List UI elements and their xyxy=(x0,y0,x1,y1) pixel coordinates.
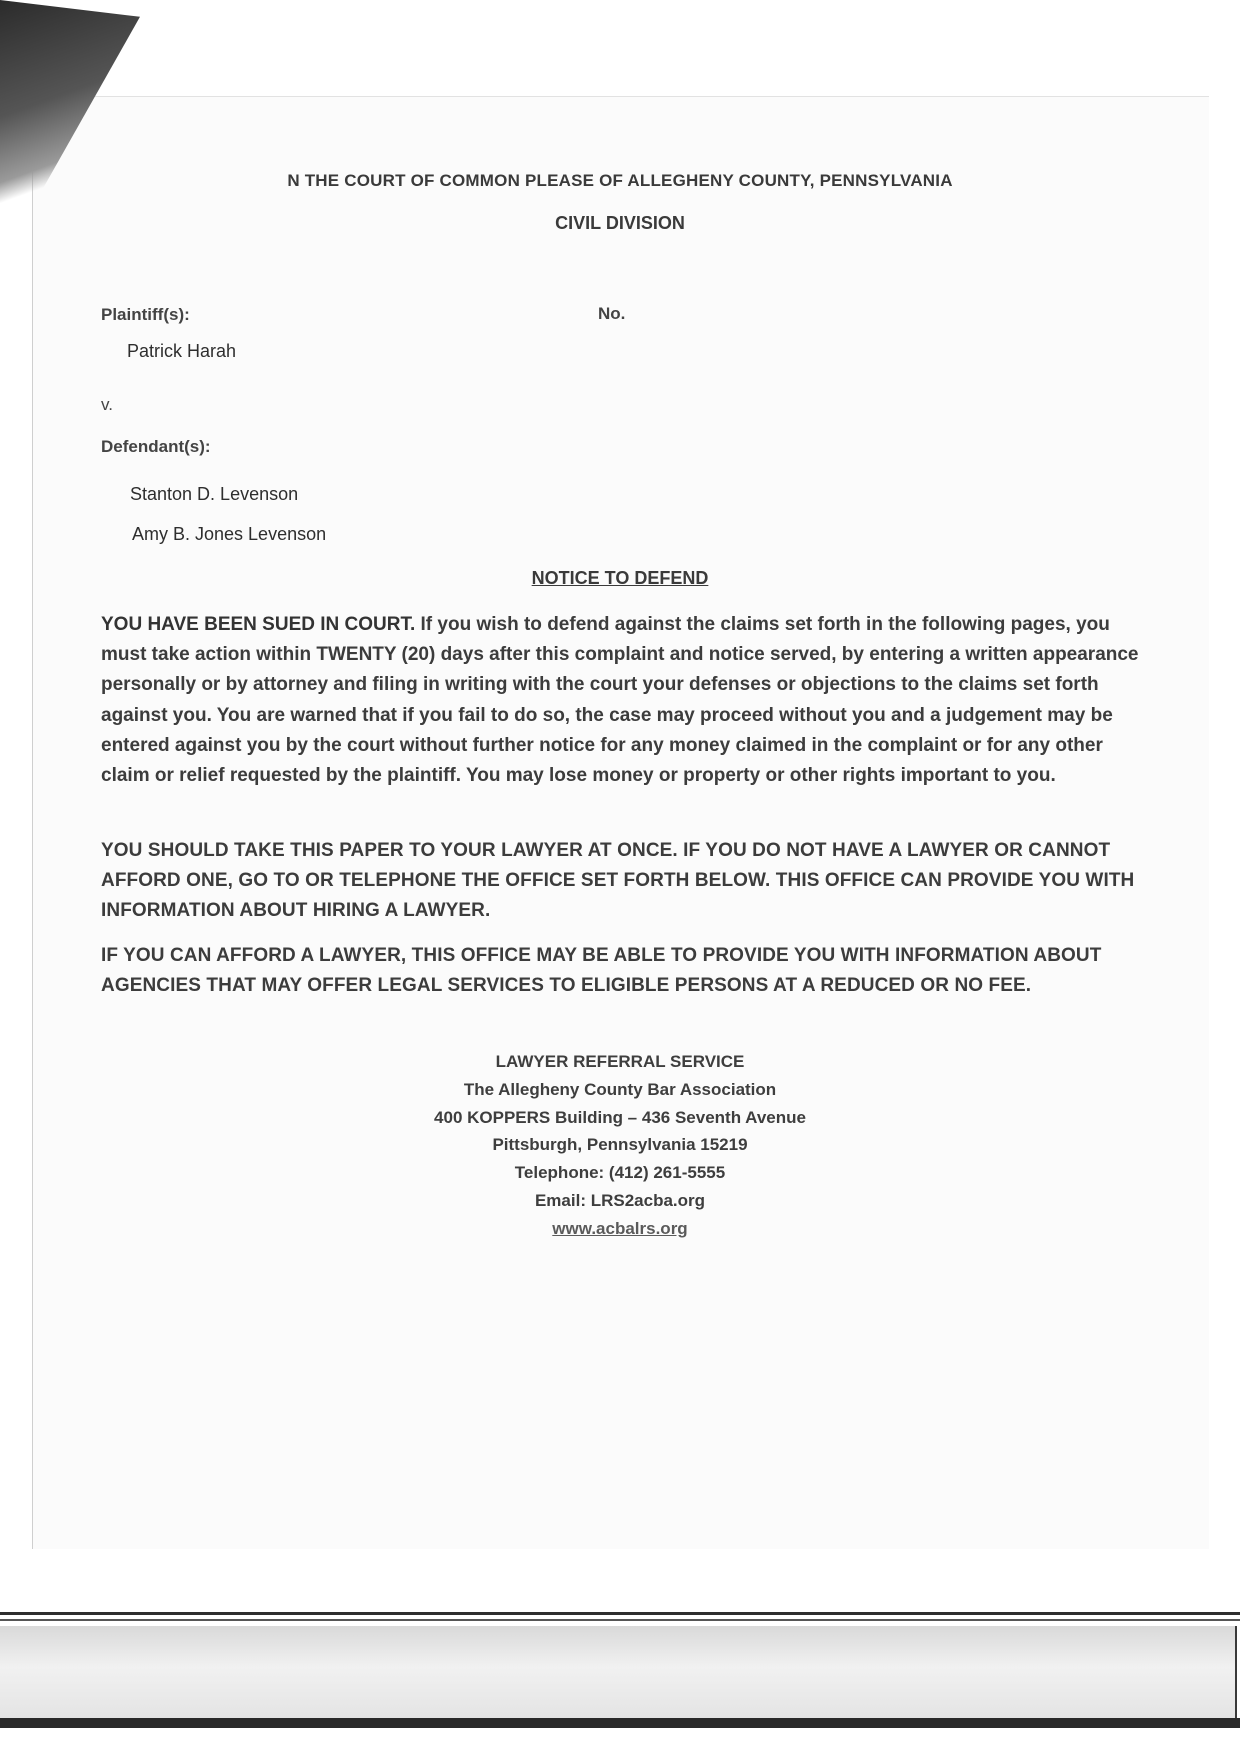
paper-stack-band xyxy=(0,1626,1237,1718)
notice-body-text: If you wish to defend against the claims set forth in the following pages, you must take action within TWENTY (20) days after this complaint and notice served, by entering a written appearance personally or by attorney and filing in writing with the court your defenses or objections to the claims set forth against you. You are warned that if you fail to do so, the case may proceed without you and a judgement may be entered against you by the court without further notice for any money claimed in the complaint or for any other claim or relief requested by the plaintiff. You may lose money or property or other rights important to you. xyxy=(101,614,1139,787)
referral-organization: The Allegheny County Bar Association xyxy=(463,1079,777,1099)
notice-paragraph-1 xyxy=(101,610,1141,791)
notice-heading: NOTICE TO DEFEND xyxy=(531,568,709,588)
court-division: CIVIL DIVISION xyxy=(555,213,685,233)
notice-paragraph-2: YOU SHOULD TAKE THIS PAPER TO YOUR LAWYER AT ONCE. IF YOU DO NOT HAVE A LAWYER OR CANNOT AFFORD ONE, GO TO OR TELEPHONE THE OFFICE SET FORTH BELOW. THIS OFFICE CAN PROVIDE YOU WITH INFORMATION ABOUT HIRING A LAWYER. xyxy=(101,840,1135,922)
court-title: N THE COURT OF COMMON PLEASE OF ALLEGHENY COUNTY, PENNSYLVANIA xyxy=(287,171,953,190)
paper-edge-line xyxy=(0,1612,1240,1615)
plaintiff-name: Patrick Harah xyxy=(127,341,237,361)
defendant-name: Stanton D. Levenson xyxy=(130,484,299,504)
defendant-label: Defendant(s): xyxy=(101,437,211,456)
referral-address: 400 KOPPERS Building – 436 Seventh Avenue xyxy=(434,1107,806,1127)
defendant-name: Amy B. Jones Levenson xyxy=(132,524,327,544)
paper-edge-line xyxy=(0,1619,1240,1621)
lawyer-referral-block xyxy=(0,1048,1240,1243)
referral-telephone: Telephone: (412) 261-5555 xyxy=(514,1163,726,1183)
referral-service-title: LAWYER REFERRAL SERVICE xyxy=(495,1052,745,1071)
referral-email: Email: LRS2acba.org xyxy=(534,1190,706,1210)
referral-website-link: www.acbalrs.org xyxy=(552,1218,688,1238)
versus-label: v. xyxy=(101,395,113,414)
paper-stack-bottom xyxy=(0,1718,1240,1728)
referral-city: Pittsburgh, Pennsylvania 15219 xyxy=(492,1135,748,1155)
notice-paragraph-3: IF YOU CAN AFFORD A LAWYER, THIS OFFICE MAY BE ABLE TO PROVIDE YOU WITH INFORMATION ABOUT AGENCIES THAT MAY OFFER LEGAL SERVICES TO ELIGIBLE PERSONS AT A REDUCED OR NO FEE. xyxy=(101,945,1102,997)
plaintiff-label: Plaintiff(s): xyxy=(101,305,190,324)
notice-lead-sentence: YOU HAVE BEEN SUED IN COURT. xyxy=(101,614,416,635)
case-number-label: No. xyxy=(598,304,626,323)
